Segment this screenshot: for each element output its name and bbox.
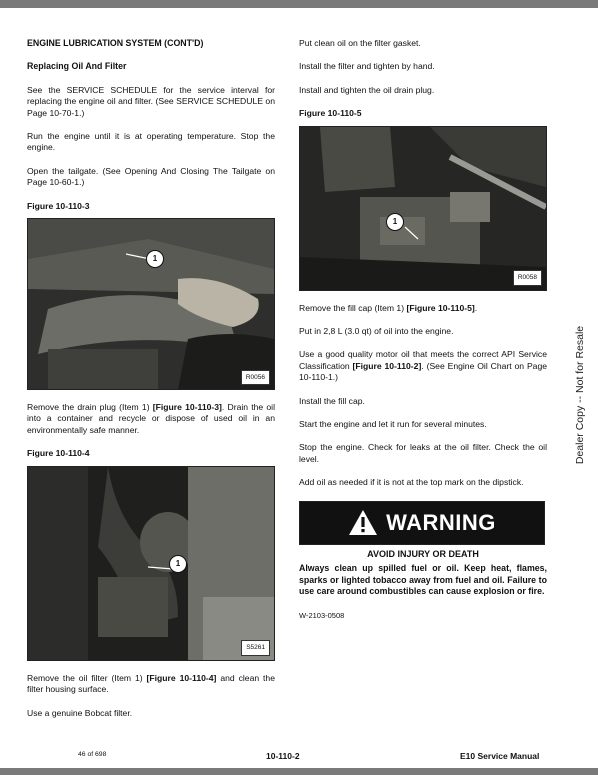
dealer-copy-watermark: Dealer Copy -- Not for Resale	[574, 325, 586, 465]
paragraph: Use a good quality motor oil that meets the correct API Service Classification [Figure 10-110-2]. (See Engine Oil Chart on Page 10-110-1.)	[299, 349, 548, 383]
paragraph: Install and tighten the oil drain plug.	[299, 84, 435, 95]
paragraph: Open the tailgate. (See Opening And Closing The Tailgate on Page 10-60-1.)	[27, 165, 275, 188]
figure-10-110-3-photo	[27, 218, 275, 390]
page-number: 10-110-2	[266, 751, 300, 761]
paragraph: Put clean oil on the filter gasket.	[299, 38, 421, 48]
figure-title: Figure 10-110-4	[27, 448, 90, 459]
paragraph: Install the fill cap.	[299, 395, 365, 406]
paragraph: Remove the drain plug (Item 1) [Figure 10-110-3]. Drain the oil into a container and recycle or dispose of used oil in an environmentally safe manner.	[27, 402, 275, 435]
manual-title: E10 Service Manual	[460, 751, 540, 761]
figure-title: Figure 10-110-5	[299, 108, 362, 119]
paragraph: Install the filter and tighten by hand.	[299, 61, 435, 72]
paragraph: Add oil as needed if it is not at the top mark on the dipstick.	[299, 477, 524, 488]
callout-marker: 1	[169, 555, 187, 573]
callout-marker: 1	[146, 250, 164, 268]
section-heading: ENGINE LUBRICATION SYSTEM (CONT'D)	[27, 38, 204, 48]
right-column	[299, 38, 547, 633]
paragraph: Stop the engine. Check for leaks at the oil filter. Check the oil level.	[299, 442, 547, 464]
figure-10-110-4-photo	[27, 466, 275, 661]
paragraph: Remove the fill cap (Item 1) [Figure 10-110-5].	[299, 302, 478, 313]
figure-10-110-5-photo	[299, 126, 547, 291]
paragraph: Remove the oil filter (Item 1) [Figure 10-110-4] and clean the filter housing surface.	[27, 672, 275, 695]
bottom-border	[0, 768, 598, 775]
warning-title: WARNING	[386, 509, 496, 535]
figure-ref-code: S5261	[241, 640, 270, 655]
warning-subtitle: AVOID INJURY OR DEATH	[367, 548, 479, 559]
figure-title: Figure 10-110-3	[27, 200, 90, 211]
top-border	[0, 0, 598, 8]
warning-box	[299, 501, 545, 545]
paragraph: Put in 2,8 L (3.0 qt) of oil into the engine.	[299, 326, 454, 337]
paragraph: Run the engine until it is at operating temperature. Stop the engine.	[27, 131, 275, 153]
paragraph: See the SERVICE SCHEDULE for the service interval for replacing the engine oil and filter. (See SERVICE SCHEDULE on Page 10-70-1.)	[27, 84, 275, 118]
warning-code: W-2103-0508	[299, 610, 345, 620]
warning-triangle-icon	[348, 509, 378, 536]
figure-ref-code: R0056	[241, 370, 270, 385]
figure-ref-code: R0058	[513, 270, 542, 285]
subheading: Replacing Oil And Filter	[27, 61, 127, 72]
paragraph: Use a genuine Bobcat filter.	[27, 707, 133, 718]
page-count: 46 of 698	[78, 751, 107, 758]
warning-body: Always clean up spilled fuel or oil. Keep heat, flames, sparks or lighted tobacco away from fuel and oil. Failure to use care around combustibles can cause explosion or fire.	[299, 563, 547, 597]
left-column	[27, 38, 275, 731]
paragraph: Start the engine and let it run for several minutes.	[299, 419, 487, 430]
callout-marker: 1	[386, 213, 404, 231]
warning-banner	[300, 502, 544, 544]
